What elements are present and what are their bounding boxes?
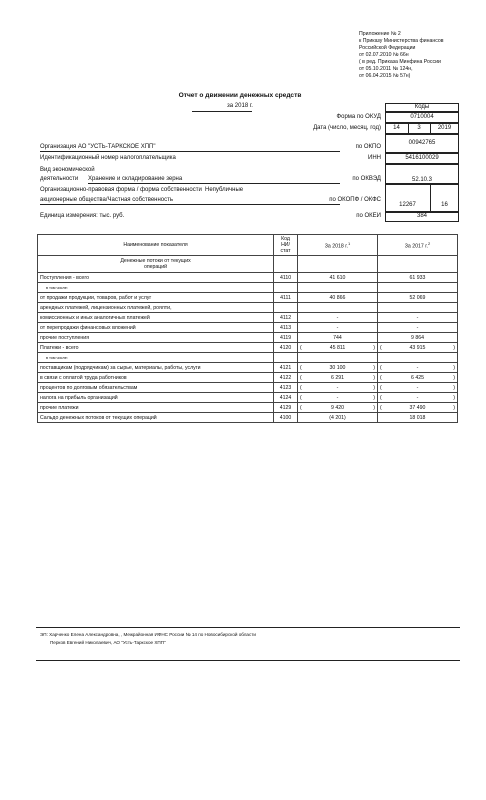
row-name: прочие платежи [38, 403, 274, 413]
report-title: Отчет о движении денежных средств [178, 92, 302, 99]
org-underline [40, 151, 340, 152]
activity-value: Хранение и складирование зерна [88, 176, 183, 182]
row-value-2017 [377, 283, 457, 293]
row-value-2017: - [377, 323, 457, 333]
date-year: 2019 [437, 125, 452, 131]
row-value-2017 [377, 303, 457, 313]
row-code: 4121 [274, 363, 298, 373]
row-value-2017: ( 6 425 ) [377, 373, 457, 383]
report-period: за 2018 г. [227, 103, 253, 109]
activity-label: деятельности [40, 176, 79, 182]
period-underline [192, 111, 252, 112]
table-row [38, 353, 458, 363]
row-value-2018: ( 6 291 ) [298, 373, 378, 383]
table-row [38, 393, 458, 403]
section-title [38, 256, 274, 273]
okopf-label: по ОКОПФ / ОКФС [329, 197, 381, 203]
legal-underline [40, 204, 340, 205]
annex-line: от 02.07.2010 № 66н [359, 52, 409, 58]
table-row [38, 343, 458, 353]
okved-value: 52.10.3 [411, 177, 433, 183]
row-code: 4100 [274, 413, 298, 423]
row-value-2017: ( - ) [377, 393, 457, 403]
row-value-2018 [298, 283, 378, 293]
codes-header: Коды [414, 104, 430, 110]
row-value-2018: ( 9 420 ) [298, 403, 378, 413]
table-row [38, 303, 458, 313]
table-row [38, 413, 458, 423]
table-row [38, 373, 458, 383]
okei-value: 384 [416, 213, 427, 219]
date-label: Дата (число, месяц, год) [313, 125, 381, 131]
row-value-2017: ( 43 915 ) [377, 343, 457, 353]
col-header-2017 [377, 235, 457, 256]
okud-label: Форма по ОКУД [336, 114, 381, 120]
footer-divider [36, 627, 460, 628]
table-body [38, 256, 458, 423]
row-name: прочие поступления [38, 333, 274, 343]
table-row [38, 383, 458, 393]
okpo-label: по ОКПО [355, 144, 381, 150]
annex-line: от 06.04.2015 № 57н) [359, 73, 411, 79]
table-row [38, 273, 458, 283]
legal-value: Непубличные [205, 187, 244, 193]
table-section-row [38, 256, 458, 273]
row-code: 4122 [274, 373, 298, 383]
annex-line: от 05.10.2011 № 124н, [359, 66, 413, 72]
okud-value: 0710004 [410, 114, 434, 120]
table-row [38, 323, 458, 333]
row-code: 4129 [274, 403, 298, 413]
col-header-2017-text: За 2017 г. [404, 243, 428, 250]
okfs-value: 16 [441, 202, 448, 208]
table-header-row [38, 235, 458, 256]
row-code: 4119 [274, 333, 298, 343]
cash-flow-table [37, 234, 458, 423]
annex-line: Приложение № 2 [359, 31, 401, 37]
row-code: 4113 [274, 323, 298, 333]
section-code-cell [274, 256, 298, 273]
row-value-2017: 9 864 [377, 333, 457, 343]
date-month: 3 [417, 125, 421, 131]
row-value-2017: ( - ) [377, 383, 457, 393]
row-value-2017 [377, 353, 457, 363]
row-code [274, 303, 298, 313]
row-name: налога на прибыль организаций [38, 393, 274, 403]
row-name: от продажи продукции, товаров, работ и услуг [38, 293, 274, 303]
annex-line: к Приказу Министерства финансов [359, 38, 444, 44]
signature-line-1: ЭП: Харченко Елена Александровна, , Межрайонная ИФНС России № 14 по Новосибирской области [40, 632, 256, 637]
row-value-2018: ( 45 811 ) [298, 343, 378, 353]
col-header-code: Код НИ/стат [274, 235, 298, 256]
unit-label: Единица измерения: тыс. руб. [40, 213, 125, 219]
col-header-2018-text: За 2018 г. [324, 243, 348, 250]
section-title-text: Денежные потоки от текущих операций [120, 258, 191, 270]
row-value-2017: - [377, 313, 457, 323]
okved-label: по ОКВЭД [352, 176, 381, 182]
annex-block [359, 31, 444, 80]
table-row [38, 403, 458, 413]
row-value-2017: 52 069 [377, 293, 457, 303]
row-value-2018: ( - ) [298, 393, 378, 403]
row-value-2018 [298, 353, 378, 363]
col-header-name: Наименование показателя [38, 235, 274, 256]
date-day: 14 [393, 125, 400, 131]
inn-label: ИНН [368, 155, 381, 161]
row-name: в связи с оплатой труда работников [38, 373, 274, 383]
row-code: 4123 [274, 383, 298, 393]
col-header-2018-sup: 1 [347, 240, 351, 246]
legal-value-2: акционерные общества/Частная собственность [40, 197, 174, 203]
row-value-2018: - [298, 313, 378, 323]
table-row [38, 293, 458, 303]
table-row [38, 313, 458, 323]
row-value-2017: 61 933 [377, 273, 457, 283]
row-name: комиссионных и иных аналогичных платежей [38, 313, 274, 323]
row-code: 4112 [274, 313, 298, 323]
okpo-value: 00942765 [408, 140, 436, 146]
section-2018-cell [298, 256, 378, 273]
inn-row-label: Идентификационный номер налогоплательщика [40, 155, 176, 161]
row-code [274, 283, 298, 293]
row-code: 4110 [274, 273, 298, 283]
row-value-2018 [298, 303, 378, 313]
row-code [274, 353, 298, 363]
row-value-2018: ( 30 100 ) [298, 363, 378, 373]
row-name: Поступления - всего [38, 273, 274, 283]
row-code: 4111 [274, 293, 298, 303]
table-row [38, 283, 458, 293]
row-code: 4120 [274, 343, 298, 353]
row-name: Сальдо денежных потоков от текущих операций [38, 413, 274, 423]
row-name: поставщикам (подрядчикам) за сырье, материалы, работы, услуги [38, 363, 274, 373]
row-code: 4124 [274, 393, 298, 403]
footer-divider [36, 660, 460, 661]
signature-line-2: Перков Евгений Николаевич, АО "Усть-Таркское ХПП" [50, 640, 166, 645]
row-name: Платежи - всего [38, 343, 274, 353]
annex-line: ( в ред. Приказа Минфина России [359, 59, 441, 65]
okopf-value: 12267 [399, 202, 416, 208]
legal-label: Организационно-правовая форма / форма собственности [40, 187, 202, 193]
row-name: в том числе: [38, 353, 274, 363]
section-2017-cell [377, 256, 457, 273]
row-value-2018: ( - ) [298, 383, 378, 393]
row-name: арендных платежей, лицензионных платежей, роялти, [38, 303, 274, 313]
table-row [38, 363, 458, 373]
org-label: Организация АО "УСТЬ-ТАРКСКОЕ ХПП" [40, 144, 156, 150]
activity-label: Вид экономической [40, 167, 95, 173]
col-header-2017-sup: 2 [427, 240, 431, 246]
table-row [38, 333, 458, 343]
row-value-2018: (4 201) [298, 413, 378, 423]
row-value-2017: 18 018 [377, 413, 457, 423]
row-name: от перепродажи финансовых вложений [38, 323, 274, 333]
okei-label: по ОКЕИ [356, 213, 381, 219]
col-header-2018 [298, 235, 378, 256]
activity-underline [88, 183, 340, 184]
inn-value: 5416100029 [405, 155, 439, 161]
row-value-2018: 40 866 [298, 293, 378, 303]
row-name: процентов по долговым обязательствам [38, 383, 274, 393]
row-value-2017: ( 37 490 ) [377, 403, 457, 413]
row-value-2017: ( - ) [377, 363, 457, 373]
row-value-2018: 41 610 [298, 273, 378, 283]
row-value-2018: - [298, 323, 378, 333]
row-value-2018: 744 [298, 333, 378, 343]
annex-line: Российской Федерации [359, 45, 416, 51]
row-name: в том числе: [38, 283, 274, 293]
